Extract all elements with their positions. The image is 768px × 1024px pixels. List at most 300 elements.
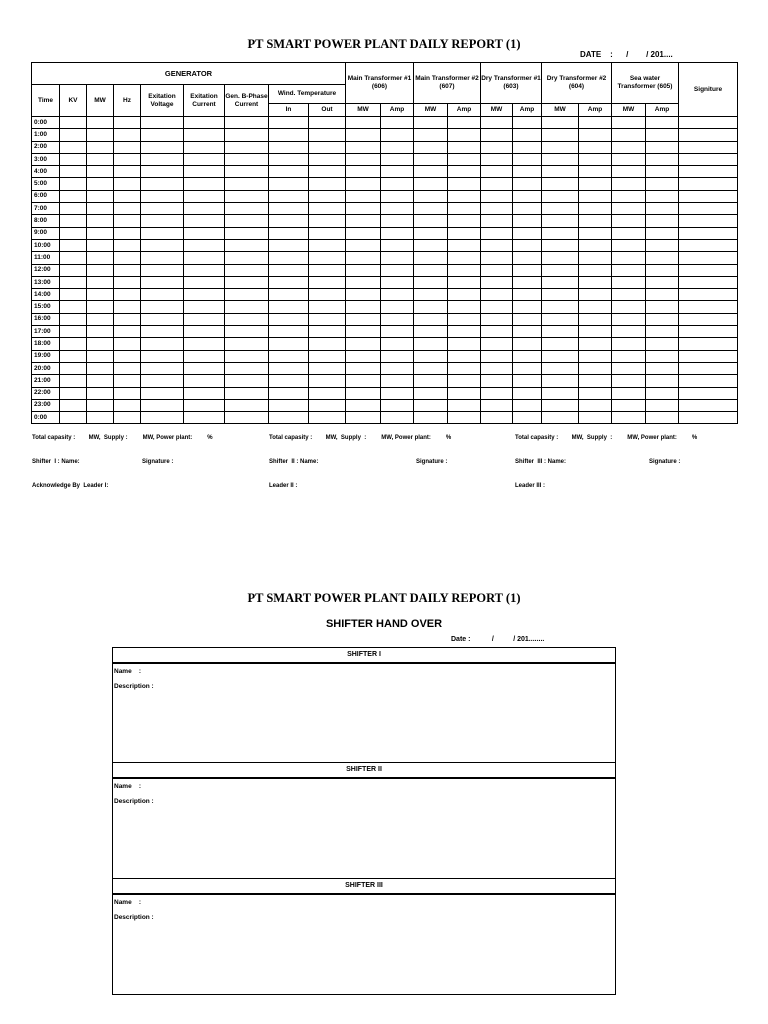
entry-cell[interactable] [87,301,114,313]
entry-cell[interactable] [679,190,738,202]
entry-cell[interactable] [225,375,269,387]
entry-cell[interactable] [269,276,309,288]
entry-cell[interactable] [114,350,141,362]
entry-cell[interactable] [184,350,225,362]
entry-cell[interactable] [414,215,448,227]
entry-cell[interactable] [414,190,448,202]
entry-cell[interactable] [346,276,381,288]
entry-cell[interactable] [579,239,612,251]
entry-cell[interactable] [346,190,381,202]
entry-cell[interactable] [448,153,481,165]
entry-cell[interactable] [646,203,679,215]
entry-cell[interactable] [87,203,114,215]
entry-cell[interactable] [612,399,646,411]
entry-cell[interactable] [225,301,269,313]
entry-cell[interactable] [346,313,381,325]
entry-cell[interactable] [114,399,141,411]
entry-cell[interactable] [346,350,381,362]
entry-cell[interactable] [114,301,141,313]
entry-cell[interactable] [87,252,114,264]
entry-cell[interactable] [225,399,269,411]
entry-cell[interactable] [513,412,542,424]
entry-cell[interactable] [579,203,612,215]
entry-cell[interactable] [414,399,448,411]
entry-cell[interactable] [60,276,87,288]
entry-cell[interactable] [481,289,513,301]
entry-cell[interactable] [184,129,225,141]
entry-cell[interactable] [646,141,679,153]
entry-cell[interactable] [679,239,738,251]
entry-cell[interactable] [646,338,679,350]
entry-cell[interactable] [414,264,448,276]
entry-cell[interactable] [679,313,738,325]
entry-cell[interactable] [346,153,381,165]
entry-cell[interactable] [679,375,738,387]
entry-cell[interactable] [184,289,225,301]
entry-cell[interactable] [679,276,738,288]
entry-cell[interactable] [381,166,414,178]
entry-cell[interactable] [346,117,381,129]
entry-cell[interactable] [481,276,513,288]
entry-cell[interactable] [612,190,646,202]
entry-cell[interactable] [114,362,141,374]
entry-cell[interactable] [414,252,448,264]
entry-cell[interactable] [225,326,269,338]
entry-cell[interactable] [309,203,346,215]
entry-cell[interactable] [346,141,381,153]
entry-cell[interactable] [225,387,269,399]
entry-cell[interactable] [60,264,87,276]
entry-cell[interactable] [60,387,87,399]
entry-cell[interactable] [346,375,381,387]
entry-cell[interactable] [679,264,738,276]
entry-cell[interactable] [381,326,414,338]
entry-cell[interactable] [60,227,87,239]
entry-cell[interactable] [87,166,114,178]
entry-cell[interactable] [542,190,579,202]
entry-cell[interactable] [87,289,114,301]
entry-cell[interactable] [225,338,269,350]
entry-cell[interactable] [225,227,269,239]
entry-cell[interactable] [513,387,542,399]
entry-cell[interactable] [414,129,448,141]
entry-cell[interactable] [679,326,738,338]
entry-cell[interactable] [579,301,612,313]
entry-cell[interactable] [414,375,448,387]
entry-cell[interactable] [309,239,346,251]
entry-cell[interactable] [542,301,579,313]
entry-cell[interactable] [225,190,269,202]
entry-cell[interactable] [309,178,346,190]
entry-cell[interactable] [646,276,679,288]
entry-cell[interactable] [481,166,513,178]
entry-cell[interactable] [141,387,184,399]
entry-cell[interactable] [309,362,346,374]
entry-cell[interactable] [448,178,481,190]
entry-cell[interactable] [225,264,269,276]
entry-cell[interactable] [513,190,542,202]
entry-cell[interactable] [141,129,184,141]
entry-cell[interactable] [646,350,679,362]
entry-cell[interactable] [612,239,646,251]
entry-cell[interactable] [448,350,481,362]
entry-cell[interactable] [346,301,381,313]
entry-cell[interactable] [381,399,414,411]
entry-cell[interactable] [309,141,346,153]
entry-cell[interactable] [513,215,542,227]
entry-cell[interactable] [184,276,225,288]
entry-cell[interactable] [114,338,141,350]
entry-cell[interactable] [481,129,513,141]
entry-cell[interactable] [114,166,141,178]
entry-cell[interactable] [381,350,414,362]
entry-cell[interactable] [481,190,513,202]
entry-cell[interactable] [114,129,141,141]
entry-cell[interactable] [381,338,414,350]
entry-cell[interactable] [448,117,481,129]
entry-cell[interactable] [309,387,346,399]
entry-cell[interactable] [225,203,269,215]
entry-cell[interactable] [60,215,87,227]
entry-cell[interactable] [269,399,309,411]
entry-cell[interactable] [381,215,414,227]
entry-cell[interactable] [579,141,612,153]
entry-cell[interactable] [184,153,225,165]
entry-cell[interactable] [141,289,184,301]
entry-cell[interactable] [646,190,679,202]
entry-cell[interactable] [309,252,346,264]
entry-cell[interactable] [309,166,346,178]
entry-cell[interactable] [513,153,542,165]
entry-cell[interactable] [381,313,414,325]
entry-cell[interactable] [513,239,542,251]
entry-cell[interactable] [646,301,679,313]
entry-cell[interactable] [448,338,481,350]
entry-cell[interactable] [114,215,141,227]
entry-cell[interactable] [679,387,738,399]
entry-cell[interactable] [309,289,346,301]
entry-cell[interactable] [269,350,309,362]
entry-cell[interactable] [679,252,738,264]
entry-cell[interactable] [542,387,579,399]
entry-cell[interactable] [60,326,87,338]
entry-cell[interactable] [114,203,141,215]
entry-cell[interactable] [414,313,448,325]
entry-cell[interactable] [414,289,448,301]
entry-cell[interactable] [381,141,414,153]
entry-cell[interactable] [646,399,679,411]
entry-cell[interactable] [414,326,448,338]
entry-cell[interactable] [414,301,448,313]
entry-cell[interactable] [184,166,225,178]
entry-cell[interactable] [679,203,738,215]
entry-cell[interactable] [346,239,381,251]
entry-cell[interactable] [646,326,679,338]
entry-cell[interactable] [141,399,184,411]
entry-cell[interactable] [481,264,513,276]
entry-cell[interactable] [513,203,542,215]
entry-cell[interactable] [381,239,414,251]
entry-cell[interactable] [679,289,738,301]
entry-cell[interactable] [579,153,612,165]
entry-cell[interactable] [381,153,414,165]
entry-cell[interactable] [542,399,579,411]
entry-cell[interactable] [225,252,269,264]
entry-cell[interactable] [309,190,346,202]
entry-cell[interactable] [448,301,481,313]
entry-cell[interactable] [481,350,513,362]
entry-cell[interactable] [114,375,141,387]
entry-cell[interactable] [269,252,309,264]
entry-cell[interactable] [87,239,114,251]
entry-cell[interactable] [381,203,414,215]
entry-cell[interactable] [542,252,579,264]
entry-cell[interactable] [184,264,225,276]
entry-cell[interactable] [448,252,481,264]
entry-cell[interactable] [646,227,679,239]
entry-cell[interactable] [679,178,738,190]
entry-cell[interactable] [141,362,184,374]
entry-cell[interactable] [114,141,141,153]
entry-cell[interactable] [114,190,141,202]
entry-cell[interactable] [269,412,309,424]
entry-cell[interactable] [381,301,414,313]
entry-cell[interactable] [114,412,141,424]
entry-cell[interactable] [679,166,738,178]
entry-cell[interactable] [579,178,612,190]
entry-cell[interactable] [141,166,184,178]
entry-cell[interactable] [542,227,579,239]
entry-cell[interactable] [60,350,87,362]
entry-cell[interactable] [679,227,738,239]
entry-cell[interactable] [612,326,646,338]
entry-cell[interactable] [448,166,481,178]
entry-cell[interactable] [646,362,679,374]
entry-cell[interactable] [225,166,269,178]
entry-cell[interactable] [141,178,184,190]
entry-cell[interactable] [309,153,346,165]
entry-cell[interactable] [414,166,448,178]
entry-cell[interactable] [87,117,114,129]
entry-cell[interactable] [87,338,114,350]
entry-cell[interactable] [481,239,513,251]
entry-cell[interactable] [346,178,381,190]
entry-cell[interactable] [448,276,481,288]
entry-cell[interactable] [309,399,346,411]
entry-cell[interactable] [579,190,612,202]
entry-cell[interactable] [646,264,679,276]
entry-cell[interactable] [513,313,542,325]
entry-cell[interactable] [612,289,646,301]
entry-cell[interactable] [269,178,309,190]
entry-cell[interactable] [414,362,448,374]
entry-cell[interactable] [481,362,513,374]
entry-cell[interactable] [513,276,542,288]
entry-cell[interactable] [60,153,87,165]
entry-cell[interactable] [679,215,738,227]
entry-cell[interactable] [114,252,141,264]
entry-cell[interactable] [87,375,114,387]
entry-cell[interactable] [612,350,646,362]
entry-cell[interactable] [269,129,309,141]
entry-cell[interactable] [542,215,579,227]
entry-cell[interactable] [646,178,679,190]
entry-cell[interactable] [579,375,612,387]
entry-cell[interactable] [542,338,579,350]
entry-cell[interactable] [513,350,542,362]
entry-cell[interactable] [414,412,448,424]
entry-cell[interactable] [579,362,612,374]
entry-cell[interactable] [225,350,269,362]
entry-cell[interactable] [269,141,309,153]
entry-cell[interactable] [481,178,513,190]
entry-cell[interactable] [60,252,87,264]
entry-cell[interactable] [225,412,269,424]
entry-cell[interactable] [679,412,738,424]
entry-cell[interactable] [346,399,381,411]
entry-cell[interactable] [481,387,513,399]
entry-cell[interactable] [579,166,612,178]
entry-cell[interactable] [225,153,269,165]
entry-cell[interactable] [448,203,481,215]
entry-cell[interactable] [87,141,114,153]
entry-cell[interactable] [141,215,184,227]
entry-cell[interactable] [114,227,141,239]
entry-cell[interactable] [513,129,542,141]
entry-cell[interactable] [513,338,542,350]
entry-cell[interactable] [481,326,513,338]
entry-cell[interactable] [646,166,679,178]
entry-cell[interactable] [60,239,87,251]
entry-cell[interactable] [448,362,481,374]
entry-cell[interactable] [87,399,114,411]
entry-cell[interactable] [346,387,381,399]
entry-cell[interactable] [184,215,225,227]
entry-cell[interactable] [309,338,346,350]
entry-cell[interactable] [448,326,481,338]
entry-cell[interactable] [679,129,738,141]
entry-cell[interactable] [184,227,225,239]
entry-cell[interactable] [87,190,114,202]
entry-cell[interactable] [87,350,114,362]
entry-cell[interactable] [87,153,114,165]
entry-cell[interactable] [646,153,679,165]
entry-cell[interactable] [612,252,646,264]
entry-cell[interactable] [141,141,184,153]
entry-cell[interactable] [646,252,679,264]
entry-cell[interactable] [646,387,679,399]
entry-cell[interactable] [414,227,448,239]
entry-cell[interactable] [481,203,513,215]
entry-cell[interactable] [225,239,269,251]
entry-cell[interactable] [87,276,114,288]
entry-cell[interactable] [346,264,381,276]
entry-cell[interactable] [346,129,381,141]
entry-cell[interactable] [381,362,414,374]
entry-cell[interactable] [381,412,414,424]
entry-cell[interactable] [414,117,448,129]
entry-cell[interactable] [309,326,346,338]
entry-cell[interactable] [346,326,381,338]
entry-cell[interactable] [542,375,579,387]
entry-cell[interactable] [269,362,309,374]
entry-cell[interactable] [481,117,513,129]
entry-cell[interactable] [60,117,87,129]
entry-cell[interactable] [414,141,448,153]
entry-cell[interactable] [646,239,679,251]
entry-cell[interactable] [448,412,481,424]
entry-cell[interactable] [612,412,646,424]
entry-cell[interactable] [513,301,542,313]
entry-cell[interactable] [381,227,414,239]
entry-cell[interactable] [184,252,225,264]
entry-cell[interactable] [481,375,513,387]
entry-cell[interactable] [612,387,646,399]
entry-cell[interactable] [513,227,542,239]
entry-cell[interactable] [381,264,414,276]
entry-cell[interactable] [87,264,114,276]
entry-cell[interactable] [381,117,414,129]
entry-cell[interactable] [579,276,612,288]
entry-cell[interactable] [679,153,738,165]
entry-cell[interactable] [542,289,579,301]
entry-cell[interactable] [309,264,346,276]
entry-cell[interactable] [513,166,542,178]
entry-cell[interactable] [481,153,513,165]
entry-cell[interactable] [448,399,481,411]
entry-cell[interactable] [646,117,679,129]
entry-cell[interactable] [513,141,542,153]
entry-cell[interactable] [381,375,414,387]
entry-cell[interactable] [87,227,114,239]
entry-cell[interactable] [481,141,513,153]
entry-cell[interactable] [579,117,612,129]
entry-cell[interactable] [612,276,646,288]
entry-cell[interactable] [542,203,579,215]
entry-cell[interactable] [60,178,87,190]
entry-cell[interactable] [612,153,646,165]
entry-cell[interactable] [141,412,184,424]
entry-cell[interactable] [225,178,269,190]
entry-cell[interactable] [184,326,225,338]
entry-cell[interactable] [141,375,184,387]
entry-cell[interactable] [225,276,269,288]
entry-cell[interactable] [141,252,184,264]
entry-cell[interactable] [646,313,679,325]
entry-cell[interactable] [309,350,346,362]
entry-cell[interactable] [87,412,114,424]
entry-cell[interactable] [513,264,542,276]
entry-cell[interactable] [579,350,612,362]
entry-cell[interactable] [346,338,381,350]
entry-cell[interactable] [579,264,612,276]
entry-cell[interactable] [225,362,269,374]
entry-cell[interactable] [612,178,646,190]
entry-cell[interactable] [414,338,448,350]
entry-cell[interactable] [612,362,646,374]
entry-cell[interactable] [381,252,414,264]
entry-cell[interactable] [612,227,646,239]
entry-cell[interactable] [309,215,346,227]
entry-cell[interactable] [646,215,679,227]
entry-cell[interactable] [225,117,269,129]
entry-cell[interactable] [481,227,513,239]
entry-cell[interactable] [269,313,309,325]
entry-cell[interactable] [513,252,542,264]
entry-cell[interactable] [448,215,481,227]
entry-cell[interactable] [269,289,309,301]
entry-cell[interactable] [184,387,225,399]
